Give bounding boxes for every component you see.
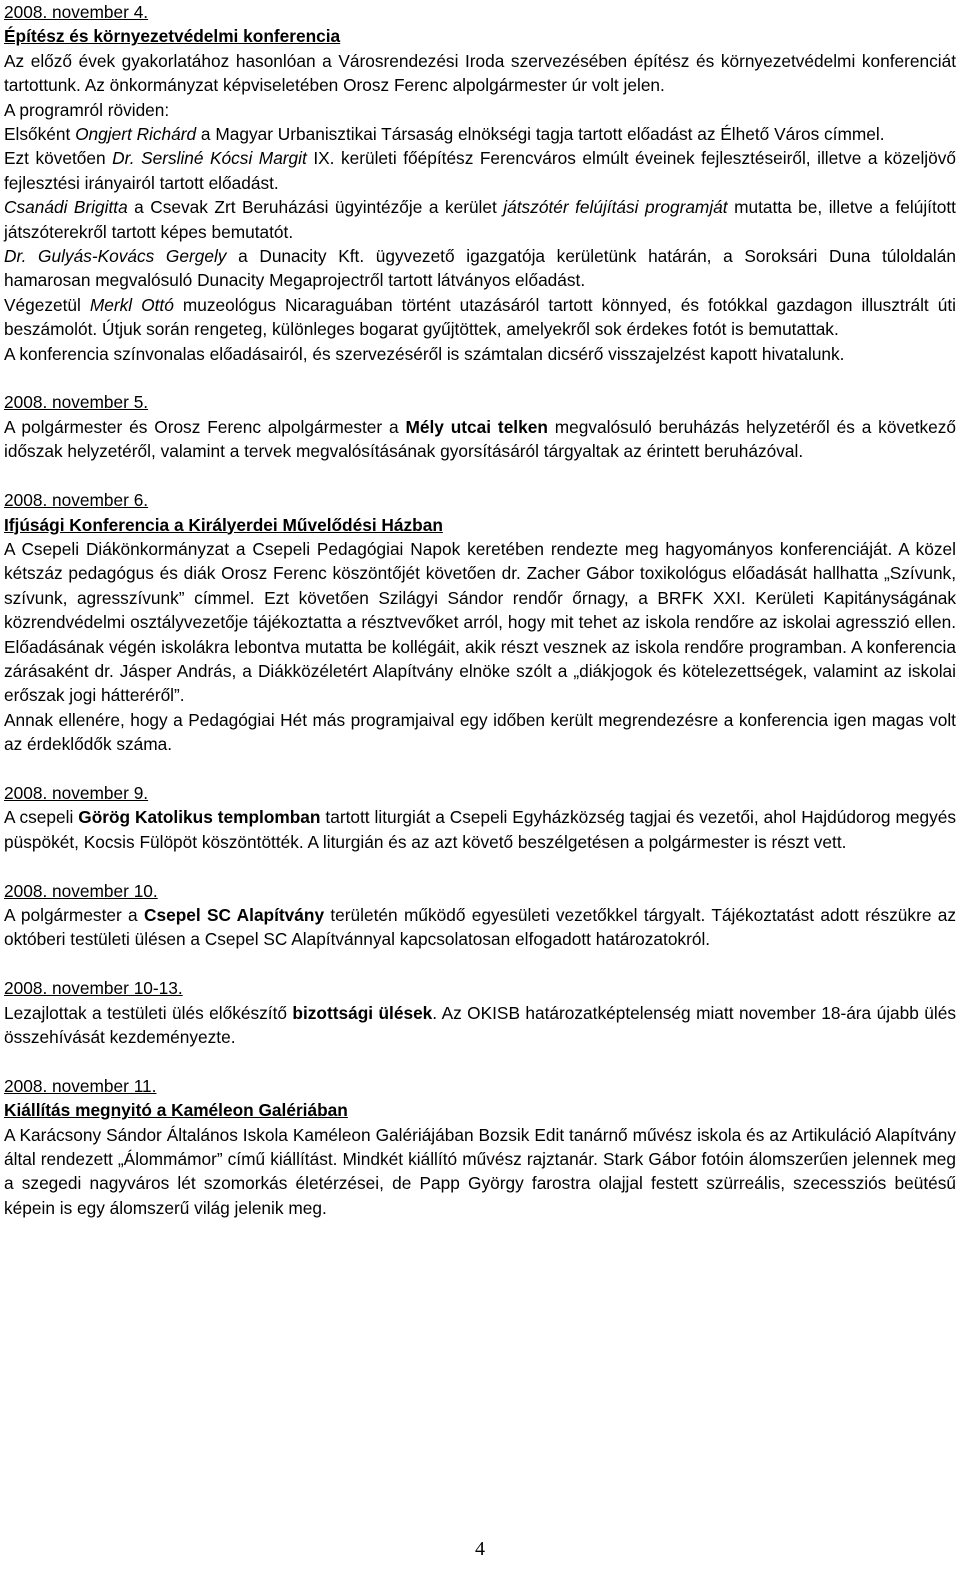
document-page bbox=[4, 0, 956, 1245]
text-run: A programról röviden: bbox=[4, 99, 170, 120]
entry-paragraph bbox=[4, 1123, 956, 1221]
text-run: a Magyar Urbanisztikai Társaság elnökségi tagja tartott előadást az Élhető Város címmel. bbox=[196, 124, 885, 145]
diary-entry bbox=[4, 879, 956, 952]
page-number: 4 bbox=[475, 1538, 485, 1560]
text-run: IX. kerületi főépítész Ferencváros elmúlt éveinek fejlesztéseiről, illetve a közeljövő fejlesztési irányairól tartott előadást. bbox=[4, 148, 956, 193]
emphasized-text: Mély utcai telken bbox=[405, 416, 548, 437]
emphasized-text: Dr. Sersliné Kócsi Margit bbox=[112, 148, 307, 169]
entry-date: 2008. november 4. bbox=[4, 2, 149, 22]
entry-paragraph bbox=[4, 415, 956, 464]
entry-heading: Ifjúsági Konferencia a Királyerdei Művelődési Házban bbox=[4, 514, 443, 535]
entry-paragraph bbox=[4, 537, 956, 708]
emphasized-text: bizottsági ülések bbox=[292, 1002, 433, 1023]
text-run: A Csepeli Diákönkormányzat a Csepeli Pedagógiai Napok keretében rendezte meg hagyományos konferenciáját. A közel kétszáz pedagógus és diák Orosz Ferenc köszöntőjét követően dr. Zacher Gábor toxikológus előadását hallhatta „Szívunk, szívunk, agresszívunk” címmel. Ezt követően Szilágyi Sándor rendőr őrnagy, a BRFK XXI. Kerületi Kapitányságának közrendvédelmi osztályvezetője tájékoztatta a résztvevőket arról, hogy mit tehet az iskola rendőre az iskolai agresszió ellen. Előadásának végén iskolákra lebontva mutatta be kollégáit, akik részt vesznek az iskola rendőre programban. A konferencia zárásaként dr. Jásper András, a Diákközéletért Alapítvány elnöke szólt a „diákjogok és kötelezettségek, valamint az iskolai erőszak jogi hátteréről”. bbox=[4, 538, 956, 706]
entry-heading: Építész és környezetvédelmi konferencia bbox=[4, 26, 341, 47]
text-run: tartott liturgiát a Csepeli Egyházközség tagjai és vezetői, ahol Hajdúdorog megyés püspökét, Kocsis Fülöpöt köszöntötték. A liturgián és az azt követő beszélgetésen a polgármester is részt vett. bbox=[4, 807, 956, 852]
entry-heading: Kiállítás megnyitó a Kaméleon Galériában bbox=[4, 1100, 348, 1121]
emphasized-text: Dr. Gulyás-Kovács Gergely bbox=[4, 246, 227, 267]
entry-paragraph bbox=[4, 146, 956, 195]
text-run: a Csevak Zrt Beruházási ügyintézője a kerület bbox=[127, 197, 504, 218]
emphasized-text: Csepel SC Alapítvány bbox=[144, 904, 325, 925]
entry-paragraph bbox=[4, 342, 956, 366]
emphasized-text: Ongjert Richárd bbox=[75, 124, 197, 145]
diary-entry bbox=[4, 976, 956, 1049]
text-run: Elsőként bbox=[4, 124, 76, 145]
entry-paragraph bbox=[4, 805, 956, 854]
text-run: a Dunacity Kft. ügyvezető igazgatója kerületünk határán, a Soroksári Duna túloldalán hamarosan megvalósuló Dunacity Megaprojectről tartott látványos előadást. bbox=[4, 246, 956, 291]
entry-paragraph bbox=[4, 1001, 956, 1050]
entry-paragraph bbox=[4, 903, 956, 952]
entry-paragraph bbox=[4, 49, 956, 98]
text-run: megvalósuló beruházás helyzetéről és a következő időszak helyzetéről, valamint a tervek megvalósításának gyorsításáról tárgyaltak az érintett beruházóval. bbox=[4, 416, 956, 462]
emphasized-text: játszótér felújítási programját bbox=[503, 197, 728, 218]
entry-date: 2008. november 10. bbox=[4, 880, 158, 901]
entry-paragraph bbox=[4, 122, 956, 146]
text-run: Végezetül bbox=[4, 294, 90, 315]
text-run: A konferencia színvonalas előadásairól, és szervezéséről is számtalan dicsérő visszajelzést kapott hivatalunk. bbox=[4, 343, 845, 364]
text-run: A csepeli bbox=[4, 807, 79, 828]
text-run: A polgármester a bbox=[4, 904, 144, 925]
text-run: A polgármester és Orosz Ferenc alpolgármester a bbox=[4, 416, 406, 437]
text-run: A Karácsony Sándor Általános Iskola Kaméleon Galériájában Bozsik Edit tanárnő művész iskola és az Artikuláció Alapítvány által rendezett „Álommámor” című kiállítást. Mindkét kiállító művész rajztanár. Stark Gábor fotóin álomszerűen jelennek meg a szegedi nagyváros lét szomorkás életérzései, de Papp György farostra olajjal festett szürreális, szecessziós beütésű képein is egy álomszerű világ jelenik meg. bbox=[4, 1124, 956, 1218]
diary-entry bbox=[4, 0, 956, 366]
emphasized-text: Görög Katolikus templomban bbox=[78, 807, 321, 828]
text-run: Lezajlottak a testületi ülés előkészítő bbox=[4, 1002, 293, 1023]
entry-paragraph bbox=[4, 244, 956, 293]
diary-entry bbox=[4, 488, 956, 756]
entry-date: 2008. november 5. bbox=[4, 392, 149, 413]
entry-paragraph bbox=[4, 708, 956, 757]
entry-paragraph bbox=[4, 98, 956, 122]
entry-paragraph bbox=[4, 293, 956, 342]
text-run: Ezt követően bbox=[4, 148, 113, 169]
emphasized-text: Merkl Ottó bbox=[89, 294, 174, 315]
entry-date: 2008. november 10-13. bbox=[4, 978, 183, 999]
entry-date: 2008. november 6. bbox=[4, 490, 149, 511]
entry-date: 2008. november 11. bbox=[4, 1075, 157, 1096]
text-run: Annak ellenére, hogy a Pedagógiai Hét más programjaival egy időben került megrendezésre a konferencia igen magas volt az érdeklődők száma. bbox=[4, 709, 956, 755]
text-run: területén működő egyesületi vezetőkkel tárgyalt. Tájékoztatást adott részükre az októberi testületi ülésen a Csepel SC Alapítvánnyal kapcsolatosan elfogadott határozatokról. bbox=[4, 904, 956, 950]
entry-date: 2008. november 9. bbox=[4, 782, 149, 803]
diary-entry bbox=[4, 390, 956, 463]
text-run: . Az OKISB határozatképtelenség miatt november 18-ára újabb ülés összehívását kezdeményezte. bbox=[4, 1002, 957, 1047]
emphasized-text: Csanádi Brigitta bbox=[4, 197, 128, 218]
diary-entry bbox=[4, 781, 956, 854]
text-run: mutatta be, illetve a felújított játszóterekről tartott képes bemutatót. bbox=[4, 197, 956, 242]
text-run: muzeológus Nicaraguában történt utazásáról tartott könnyed, és fotókkal gazdagon illusztrált úti beszámolót. Útjuk során rengeteg, különleges bogarat gyűjtöttek, amelyekről sok érdekes fotót is bemutattak. bbox=[4, 294, 957, 340]
text-run: Az előző évek gyakorlatához hasonlóan a Városrendezési Iroda szervezésében építész és környezetvédelmi konferenciát tartottunk. Az önkormányzat képviseletében Orosz Ferenc alpolgármester úr volt jelen. bbox=[4, 50, 956, 96]
diary-entry bbox=[4, 1074, 956, 1220]
entry-paragraph bbox=[4, 195, 956, 244]
